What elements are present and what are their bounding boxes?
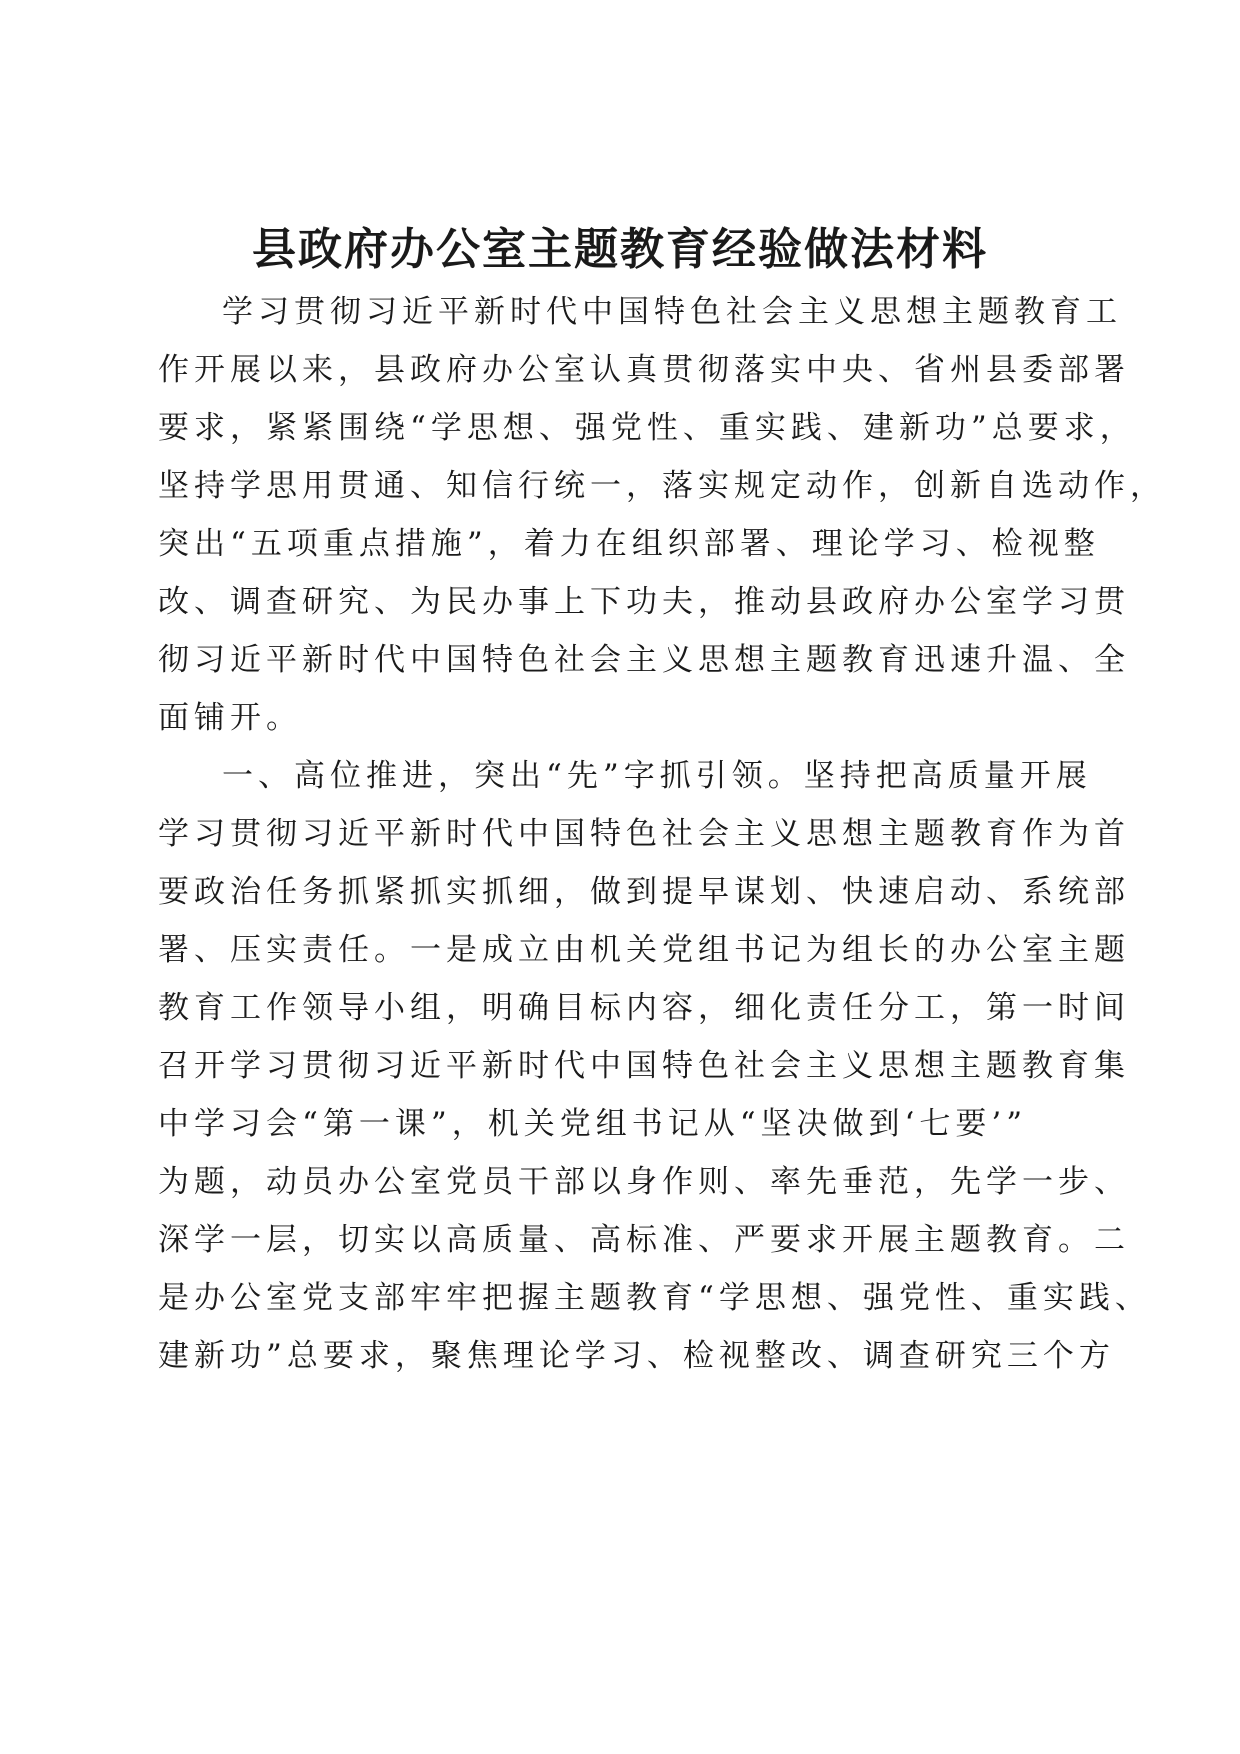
paragraph-1-line-5: 突出“五项重点措施”，着力在组织部署、理论学习、检视整 — [158, 526, 1100, 562]
paragraph-2-line-7: 中学习会“第一课”，机关党组书记从“坚决做到‘七要’” — [158, 1106, 1028, 1142]
document-title: 县政府办公室主题教育经验做法材料 — [252, 224, 988, 275]
paragraph-2-line-5: 教育工作领导小组，明确目标内容，细化责任分工，第一时间 — [158, 990, 1130, 1026]
paragraph-1-line-7: 彻习近平新时代中国特色社会主义思想主题教育迅速升温、全 — [158, 642, 1130, 678]
paragraph-2-line-3: 要政治任务抓紧抓实抓细，做到提早谋划、快速启动、系统部 — [158, 874, 1130, 910]
paragraph-1-line-8: 面铺开。 — [158, 700, 302, 736]
paragraph-2-line-9: 深学一层，切实以高质量、高标准、严要求开展主题教育。二 — [158, 1222, 1130, 1258]
paragraph-1-line-2: 作开展以来，县政府办公室认真贯彻落实中央、省州县委部署 — [158, 352, 1130, 388]
paragraph-2-line-4: 署、压实责任。一是成立由机关党组书记为组长的办公室主题 — [158, 932, 1130, 968]
paragraph-1-line-3: 要求，紧紧围绕“学思想、强党性、重实践、建新功”总要求， — [158, 410, 1136, 446]
paragraph-2-line-11: 建新功”总要求，聚焦理论学习、检视整改、调查研究三个方 — [158, 1338, 1115, 1374]
paragraph-2-line-8: 为题，动员办公室党员干部以身作则、率先垂范，先学一步、 — [158, 1164, 1130, 1200]
paragraph-2-line-1: 一、高位推进，突出“先”字抓引领。坚持把高质量开展 — [222, 758, 1092, 794]
paragraph-1-line-6: 改、调查研究、为民办事上下功夫，推动县政府办公室学习贯 — [158, 584, 1130, 620]
paragraph-2-line-6: 召开学习贯彻习近平新时代中国特色社会主义思想主题教育集 — [158, 1048, 1130, 1084]
paragraph-2-line-10: 是办公室党支部牢牢把握主题教育“学思想、强党性、重实践、 — [158, 1280, 1151, 1316]
paragraph-1-line-1: 学习贯彻习近平新时代中国特色社会主义思想主题教育工 — [222, 294, 1122, 330]
paragraph-2-line-2: 学习贯彻习近平新时代中国特色社会主义思想主题教育作为首 — [158, 816, 1130, 852]
paragraph-1-line-4: 坚持学思用贯通、知信行统一，落实规定动作，创新自选动作， — [158, 468, 1166, 504]
